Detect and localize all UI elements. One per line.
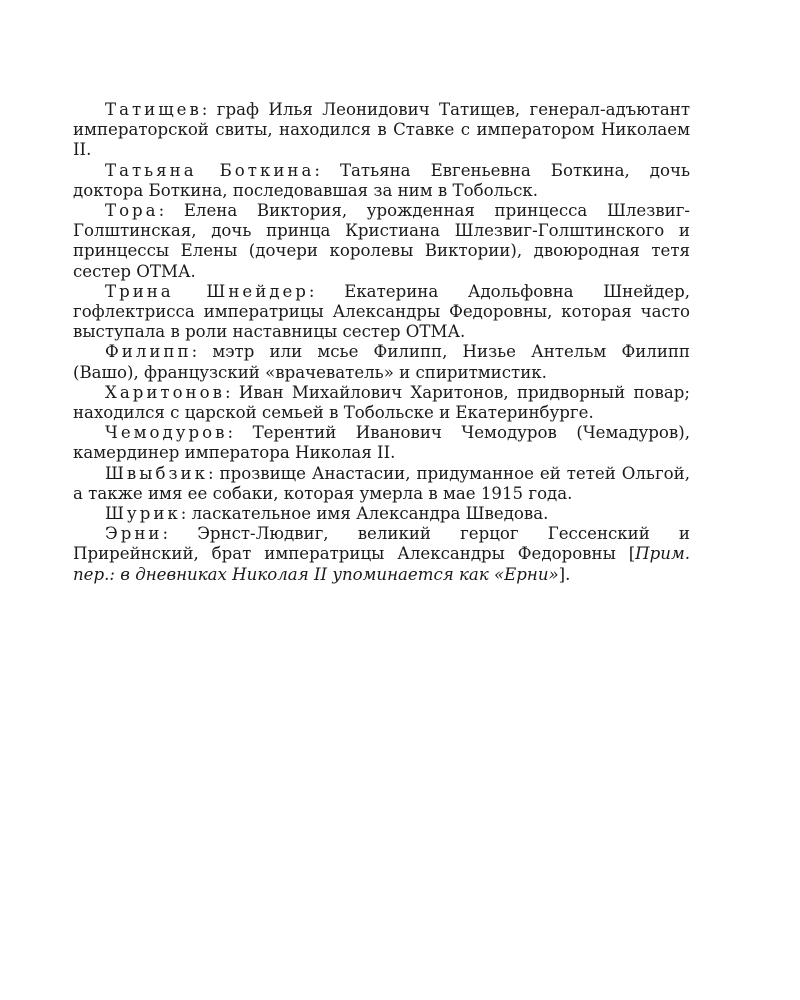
entry-text: граф Илья Леонидович Татищев, генерал-адъютант императорской свиты, находился в Ставке с императором Николаем II. bbox=[73, 100, 691, 160]
entry-text: ласкательное имя Александра Шведова. bbox=[191, 504, 549, 524]
glossary-entry-trina-schneider bbox=[73, 282, 690, 343]
glossary-entry-kharitonov bbox=[73, 383, 690, 423]
glossary-entry-shurik bbox=[73, 504, 690, 524]
entry-separator: : bbox=[158, 201, 184, 221]
entry-separator: : bbox=[224, 382, 239, 402]
entry-separator: : bbox=[314, 160, 340, 180]
entry-separator: : bbox=[201, 100, 217, 119]
entry-term: Трина Шнейдер bbox=[105, 281, 309, 301]
entry-term: Татищев bbox=[105, 100, 202, 119]
entry-text: прозвище Анастасии, придуманное ей тетей Ольгой, а также имя ее собаки, которая умерла в мае 1915 года. bbox=[73, 463, 690, 503]
entry-term: Татьяна Боткина bbox=[105, 160, 315, 180]
entry-separator: : bbox=[162, 524, 198, 544]
entry-tail: ]. bbox=[558, 564, 571, 584]
entry-text: Елена Виктория, урожденная принцесса Шлезвиг-Голштинская, дочь принца Кристиана Шлезвиг-Голштинского и принцессы Елены (дочери королевы Виктории), двоюродная тетя сестер ОТМА. bbox=[73, 201, 690, 281]
glossary-entry-tatishchev bbox=[73, 100, 690, 161]
glossary-entry-chemodurov bbox=[73, 423, 690, 463]
glossary-entry-tatiana-botkina bbox=[73, 161, 690, 201]
entry-separator: : bbox=[180, 504, 192, 524]
glossary-page bbox=[73, 100, 690, 585]
entry-term: Шурик bbox=[105, 504, 181, 524]
entry-text: мэтр или мсье Филипп, Низье Антельм Филипп (Вашо), французский «врачеватель» и спиритмистик. bbox=[73, 342, 690, 382]
translator-note: Прим. пер.: в дневниках Николая II упоминается как «Ерни» bbox=[73, 544, 690, 584]
entry-separator: : bbox=[191, 342, 213, 362]
glossary-entry-tora bbox=[73, 201, 690, 282]
entry-term: Эрни bbox=[105, 524, 163, 544]
entry-separator: : bbox=[308, 281, 345, 301]
glossary-entry-shvybzik bbox=[73, 464, 690, 504]
entry-text: Терентий Иванович Чемодуров (Чемадуров), камердинер императора Николая II. bbox=[73, 423, 690, 463]
entry-term: Филипп bbox=[105, 342, 192, 362]
entry-separator: : bbox=[227, 423, 253, 443]
entry-term: Тора bbox=[105, 201, 159, 221]
entry-separator: : bbox=[207, 463, 220, 483]
entry-text: Екатерина Адольфовна Шнейдер, гофлектрисса императрицы Александры Федоровны, которая часто выступала в роли наставницы сестер ОТМА. bbox=[73, 281, 691, 342]
glossary-entry-erni bbox=[73, 524, 690, 585]
entry-text: Эрнст-Людвиг, великий герцог Гессенский и Прирейнский, брат императрицы Александры Федоровны [ bbox=[73, 524, 690, 564]
glossary-entry-philippe bbox=[73, 342, 690, 382]
entry-text: Татьяна Евгеньевна Боткина, дочь доктора Боткина, последовавшая за ним в Тобольск. bbox=[73, 160, 690, 200]
entry-term: Швыбзик bbox=[105, 463, 208, 483]
entry-term: Харитонов bbox=[105, 382, 225, 402]
entry-term: Чемодуров bbox=[105, 423, 228, 443]
entry-text: Иван Михайлович Харитонов, придворный повар; находился с царской семьей в Тобольске и Екатеринбурге. bbox=[73, 382, 690, 423]
